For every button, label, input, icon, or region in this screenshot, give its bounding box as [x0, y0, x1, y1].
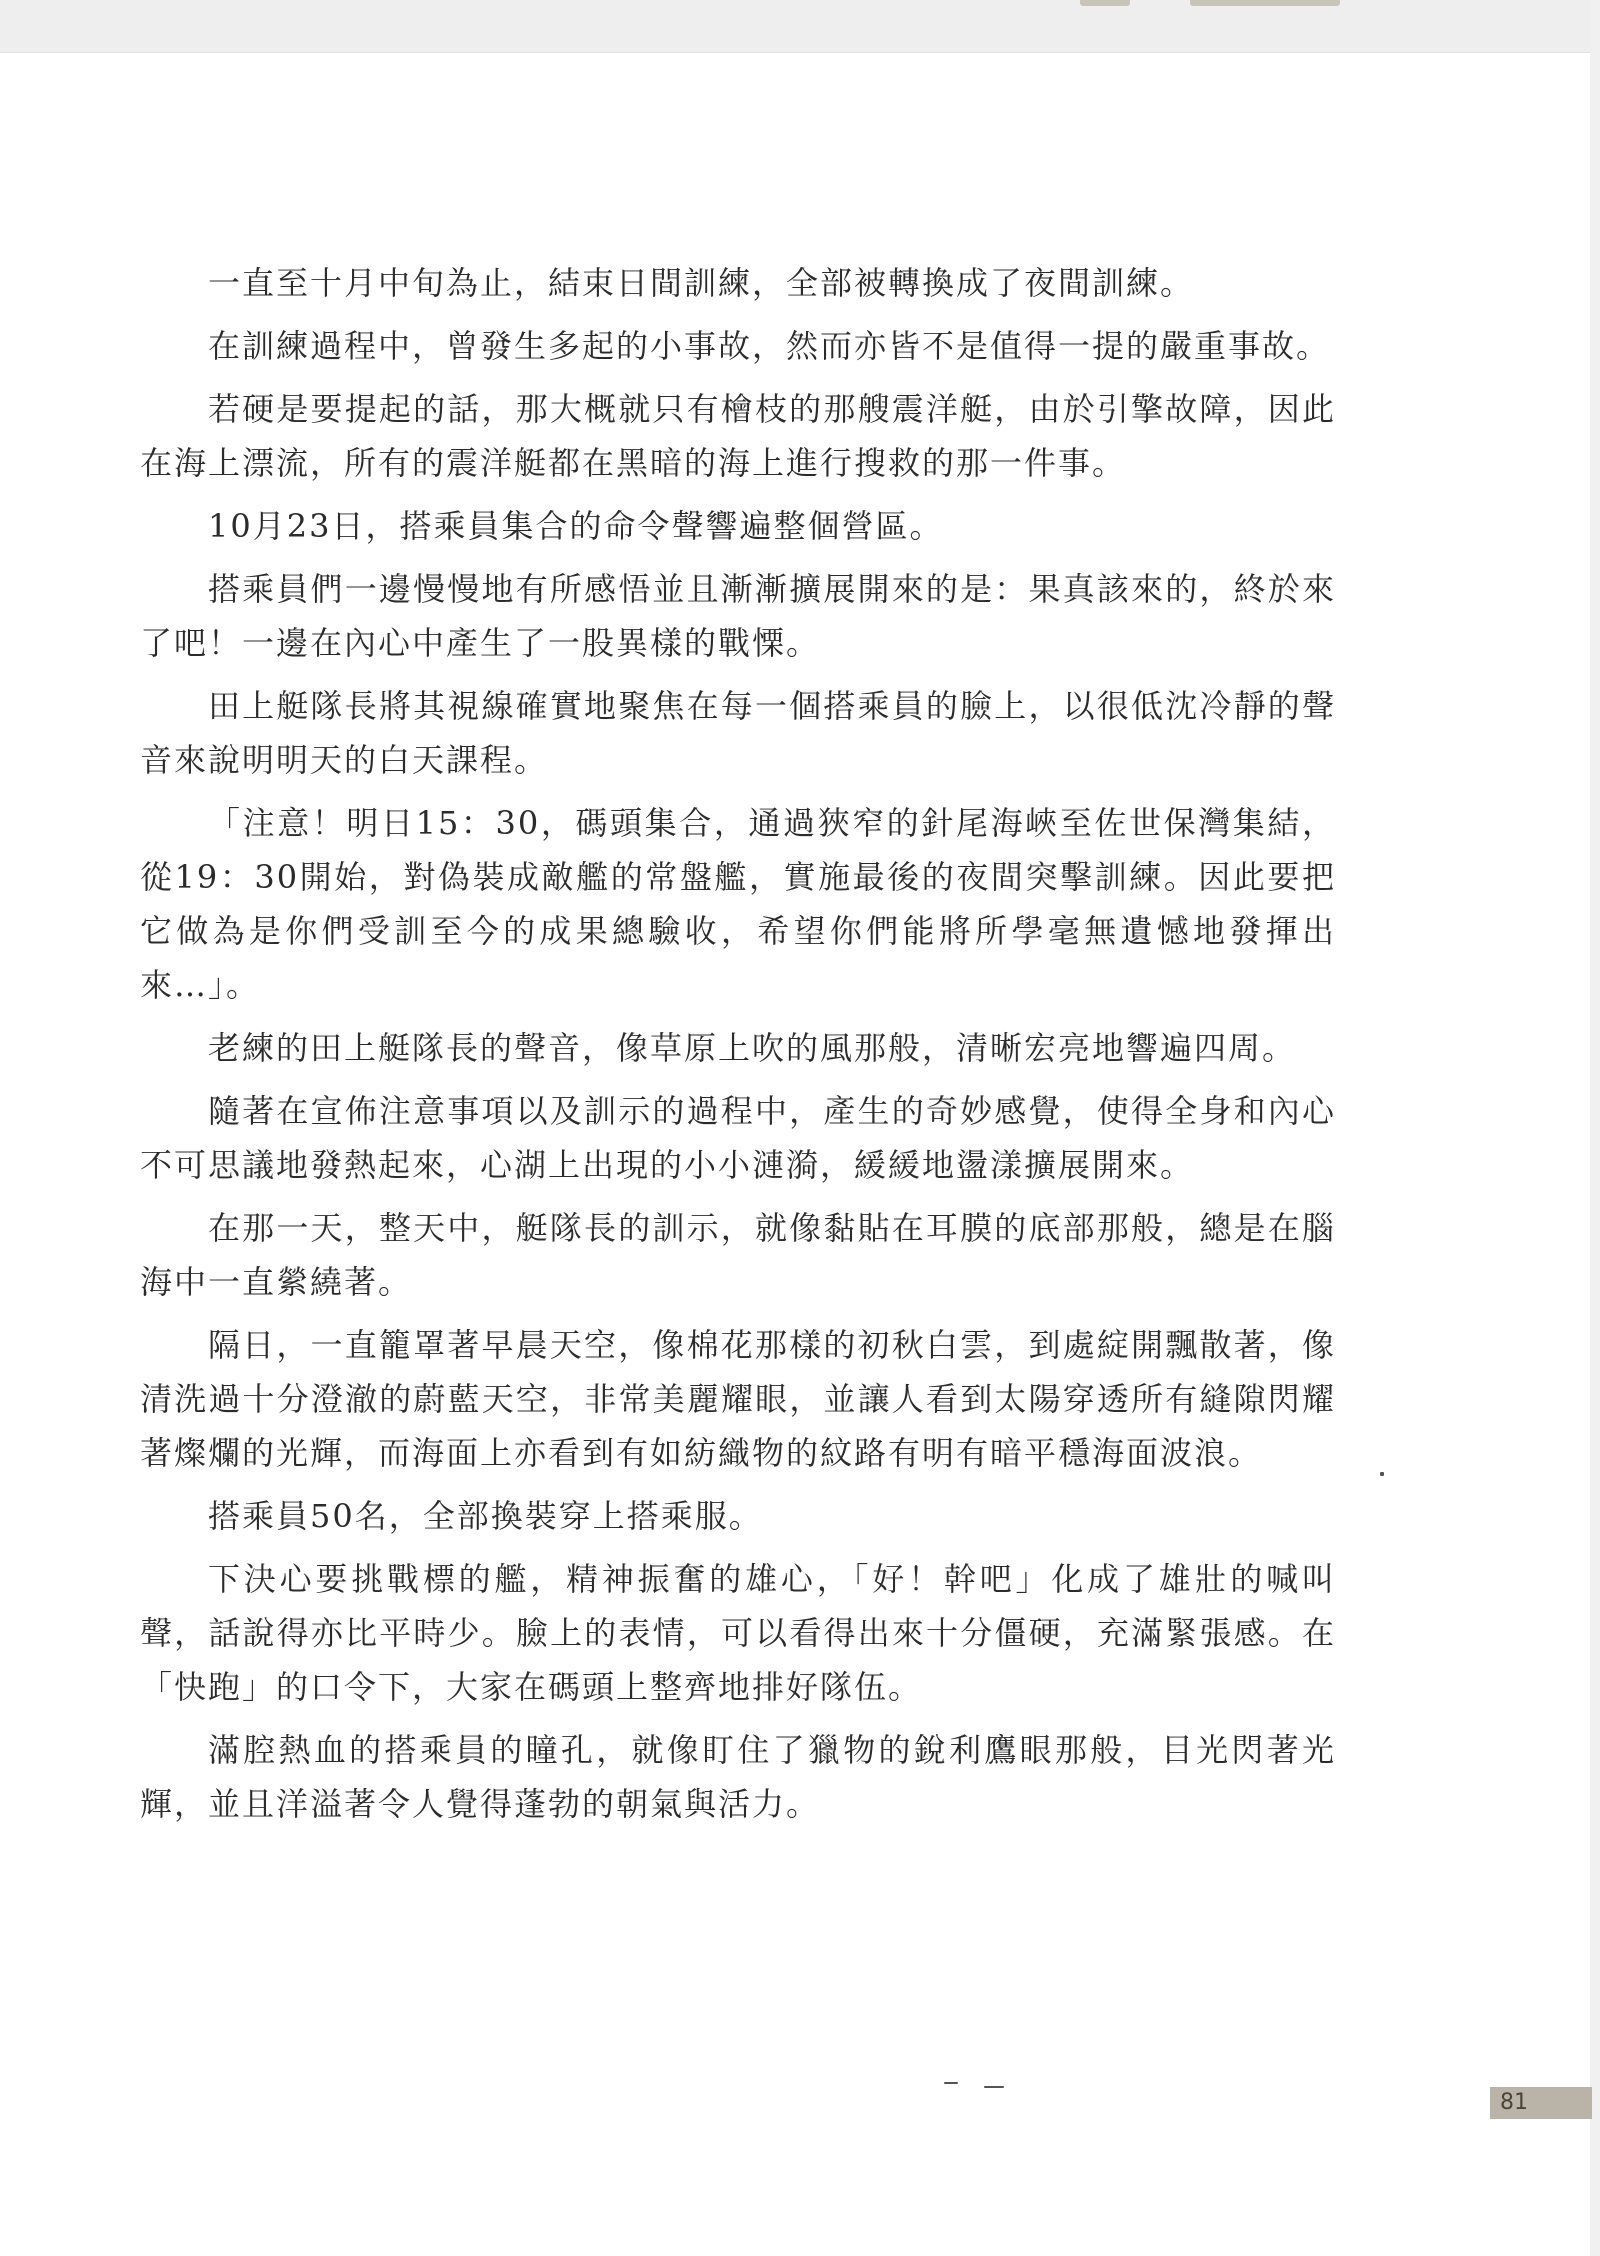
scan-speck [944, 2082, 958, 2084]
paragraph: 10月23日，搭乘員集合的命令聲響遍整個營區。 [208, 507, 944, 545]
paragraph: 在那一天，整天中，艇隊長的訓示，就像黏貼在耳膜的底部那般，總是在腦海中一直縈繞著。 [140, 1209, 1336, 1301]
paragraph: 若硬是要提起的話，那大概就只有檜枝的那艘震洋艇，由於引擎故障，因此在海上漂流，所有的震洋艇都在黑暗的海上進行搜救的那一件事。 [140, 390, 1336, 482]
body-text [140, 256, 1336, 1840]
paragraph: 搭乘員50名，全部換裝穿上搭乘服。 [208, 1497, 763, 1535]
paragraph: 搭乘員們一邊慢慢地有所感悟並且漸漸擴展開來的是：果真該來的，終於來了吧！一邊在內心中產生了一股異樣的戰慄。 [140, 570, 1336, 662]
paragraph: 田上艇隊長將其視線確實地聚焦在每一個搭乘員的臉上，以很低沈冷靜的聲音來說明明天的白天課程。 [140, 687, 1336, 779]
scan-top-band [0, 0, 1600, 53]
paragraph: 「注意！明日15：30，碼頭集合，通過狹窄的針尾海峽至佐世保灣集結，從19：30開始，對偽裝成敵艦的常盤艦，實施最後的夜間突擊訓練。因此要把它做為是你們受訓至今的成果總驗收，希望你們能將所學毫無遺憾地發揮出來…」。 [140, 804, 1336, 1004]
paragraph: 滿腔熱血的搭乘員的瞳孔，就像盯住了獵物的銳利鷹眼那般，目光閃著光輝，並且洋溢著令人覺得蓬勃的朝氣與活力。 [140, 1731, 1336, 1823]
paragraph: 隔日，一直籠罩著早晨天空，像棉花那樣的初秋白雲，到處綻開飄散著，像清洗過十分澄澈的蔚藍天空，非常美麗耀眼，並讓人看到太陽穿透所有縫隙閃耀著燦爛的光輝，而海面上亦看到有如紡織物的紋路有明有暗平穩海面波浪。 [140, 1326, 1336, 1472]
scan-right-edge [1590, 0, 1600, 2256]
header-remnant-mark [1190, 0, 1340, 6]
paragraph: 老練的田上艇隊長的聲音，像草原上吹的風那般，清晰宏亮地響遍四周。 [208, 1029, 1297, 1067]
header-remnant-mark [1080, 0, 1130, 6]
paragraph: 在訓練過程中，曾發生多起的小事故，然而亦皆不是值得一提的嚴重事故。 [208, 327, 1331, 365]
scan-speck [984, 2086, 1004, 2088]
paragraph: 下決心要挑戰標的艦，精神振奮的雄心，「好！幹吧」化成了雄壯的喊叫聲，話說得亦比平時少。臉上的表情，可以看得出來十分僵硬，充滿緊張感。在「快跑」的口令下，大家在碼頭上整齊地排好隊伍。 [140, 1560, 1336, 1706]
page-number: 81 [1490, 2087, 1592, 2119]
paragraph: 隨著在宣佈注意事項以及訓示的過程中，產生的奇妙感覺，使得全身和內心不可思議地發熱起來，心湖上出現的小小漣漪，緩緩地盪漾擴展開來。 [140, 1092, 1336, 1184]
paragraph: 一直至十月中旬為止，結束日間訓練，全部被轉換成了夜間訓練。 [208, 264, 1195, 302]
scan-speck [1380, 1472, 1384, 1476]
